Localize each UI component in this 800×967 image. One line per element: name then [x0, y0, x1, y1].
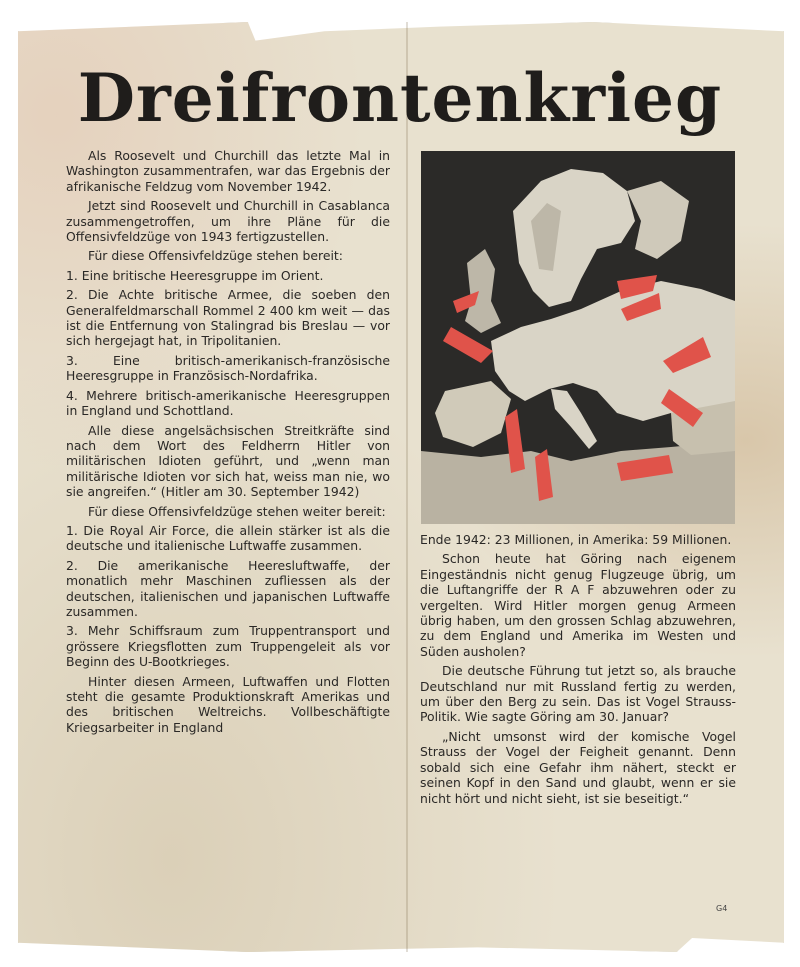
list1-item-2: 2. Die Achte britische Armee, die soeben den Generalfeldmarschall Rommel 2 400 km weit — das ist die Entfernung von Stalingrad bis Breslau — vor sich hergejagt hat, in Tripolitanien. [66, 287, 390, 349]
paragraph-intro-2: Für diese Offensivfeldzüge stehen weiter bereit: [88, 503, 386, 519]
iberia-land [435, 381, 511, 447]
europe-map-drawing [421, 151, 735, 524]
page-title: Dreifrontenkrieg [77, 59, 723, 137]
britain-land [465, 249, 501, 333]
list1-item-3: 3. Eine britisch-amerikanisch-französische Heeresgruppe in Französisch-Nordafrika. [66, 352, 390, 384]
right-paragraph-2: Schon heute hat Göring nach eigenem Eingeständnis nicht genug Flugzeuge übrig, um die Luftangriffe der R A F abzuwehren oder zu vergelten. Wird Hitler morgen genug Armeen übrig haben, um den grossen Schlag abzuwehren, zu dem England und Amerika im Westen und Süden ausholen? [420, 551, 736, 659]
list1-item-4: 4. Mehrere britisch-amerikanische Heeresgruppen in England und Schottland. [66, 387, 390, 419]
fold-line [406, 22, 408, 952]
goering-quote: „Nicht umsonst wird der komische Vogel Strauss der Vogel der Feigheit genannt. Denn sobald sich eine Gefahr ihm nähert, steckt er seinen Kopf in den Sand und glaubt, wenn er sie nicht hört und nicht sieht, ist sie beseitigt.“ [420, 728, 736, 806]
list2-item-3: 3. Mehr Schiffsraum zum Truppentransport und grössere Kriegsflotten zum Truppengeleit als vor Beginn des U-Bootkrieges. [66, 623, 390, 670]
paragraph-closing: Hinter diesen Armeen, Luftwaffen und Flotten steht die gesamte Produktionskraft Amerikas und des britischen Weltreichs. Vollbeschäftigte Kriegsarbeiter in England [66, 673, 390, 735]
page-code: G4 [716, 904, 728, 913]
arrow-west [443, 327, 493, 363]
list2-item-1: 1. Die Royal Air Force, die allein stärker ist als die deutsche und italienische Luftwaffe zusammen. [66, 522, 390, 554]
finland-land [627, 181, 689, 259]
europe-map [421, 151, 735, 524]
scandinavia-land [513, 169, 635, 307]
paragraph-1: Als Roosevelt und Churchill das letzte Mal in Washington zusammentrafen, war das Ergebnis der afrikanische Feldzug vom November 1942. [66, 148, 390, 194]
north-africa-land [421, 441, 735, 524]
left-column [66, 148, 390, 739]
right-paragraph-3: Die deutsche Führung tut jetzt so, als brauche Deutschland nur mit Russland fertig zu werden, um über den Berg zu sein. Das ist Vogel Strauss-Politik. Wie sagte Göring am 30. Januar? [420, 663, 736, 725]
hitler-quote: Alle diese angelsächsischen Streitkräfte sind nach dem Wort des Feldherrn Hitler von militärischen Idioten geführt, und „wenn man militärische Idioten vor sich hat, weiss man nie, wo sie angreifen.“ (Hitler am 30. September 1942) [66, 422, 390, 500]
right-paragraph-1: Ende 1942: 23 Millionen, in Amerika: 59 Millionen. [420, 532, 732, 547]
paragraph-3: Für diese Offensivfeldzüge stehen bereit: [88, 248, 343, 264]
list1-item-1: 1. Eine britische Heeresgruppe im Orient. [66, 267, 324, 283]
italy-land [551, 389, 597, 449]
list2-item-2: 2. Die amerikanische Heeresluftwaffe, der monatlich mehr Maschinen zufliessen als der deutschen, italienischen und japanischen Luftwaffe zusammen. [66, 557, 390, 619]
right-column [420, 532, 736, 810]
paragraph-2: Jetzt sind Roosevelt und Churchill in Casablanca zusammengetroffen, um ihre Pläne für die Offensivfeldzüge von 1943 fertigzustellen. [66, 198, 390, 245]
